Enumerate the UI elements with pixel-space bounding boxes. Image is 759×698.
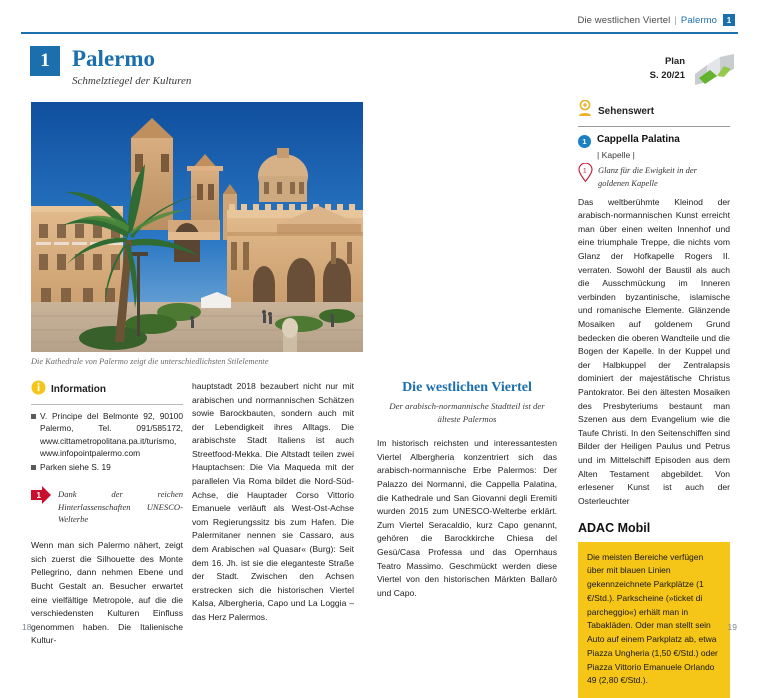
poi-entry[interactable] (578, 134, 730, 148)
unesco-tip-text: Dank der reichen Hinterlassenschaften UNESCO-Welterbe (58, 488, 183, 525)
list-item (31, 410, 183, 460)
running-header-place: Palermo (680, 14, 717, 26)
sight-pin-icon (578, 100, 592, 122)
page-number-right: 19 (727, 622, 737, 632)
left-column (31, 380, 183, 648)
section-column (377, 380, 557, 600)
header-rule (21, 32, 738, 34)
sights-title: Sehenswert (598, 105, 655, 117)
section-body-text: Im historisch reichsten und interessantesten Viertel Albergheria konzentriert sich das arabisch-normannische Erbe Palermos: Der Palazzo dei Normanni, die Cappella Palatina, die Kathedrale und San Giovanni degli Eremiti wurden 2015 zum UNESCO-Welterbe erklärt. Zum Viertel Seracaldio, kurz Capo genannt, gehören die Barockkirche Chiesa del Gesù/Casa Professa und das Opernhaus Teatro Massimo. Geschmückt werden diese Viertel von den historischen Märkten Ballarò und Capo. (377, 438, 557, 598)
poi-category: | Kapelle | (597, 150, 635, 160)
running-header (577, 14, 735, 26)
body-text-left: Wenn man sich Palermo nähert, zeigt sich zuerst die Silhouette des Monte Pellegrino, dann nehmen Ebene und Bucht Gestalt an. Besucher erwartet eine vielfältige Metropole, auf die die verschiedensten Kulturen Einfluss genommen haben. Die Italienische Kultur- (31, 540, 183, 646)
info-circle-icon (31, 380, 46, 400)
sidebar-body-text: Das weltberühmte Kleinod der arabisch-normannischen Kunst erreicht man über einen weiten Innenhof und eine triumphale Treppe, die nichts vom Glanz der Hofkapelle Rogers II. verraten. Sowohl der Baustil als auch die Ausschmückung im Inneren verbinden byzantinische, islamische und romanische Elemente. Glänzende Mosaiken auf goldenem Grund bedecken die oberen Wandteile und die Bogen der Kapelle. In der Kuppel und der Halbkuppel der Zentralapsis dominiert der majestätische Christus Pantokrator. Bei den ältesten Mosaiken des Presbyteriums bestaunt man Szenen aus dem Evangelium wie die Taufe Christi. In den Seitenschiffen sind Bilder der Heiligen Paulus und Petrus und im Mittelschiff Episoden aus dem Alten Testament abgebildet. Von erlesener Kunst ist auch der Osterleuchter (578, 196, 730, 506)
running-header-separator: | (674, 14, 677, 26)
poi-tagline: Glanz für die Ewigkeit in der goldenen Kapelle (598, 165, 697, 188)
running-header-chip: 1 (723, 14, 735, 26)
page-number-left: 18 (22, 622, 32, 632)
bullet-square-icon (31, 414, 36, 419)
running-header-section: Die westlichen Viertel (577, 14, 671, 26)
adac-mobil-box: Die meisten Bereiche verfügen über mit blauen Linien gekennzeichnete Parkplätze (1 €/Std.). Parkscheine (»ticket di parcheggio«) erhält man in Tabakläden. Oder man stellt sein Auto auf einem Parkplatz ab, etwa Piazza Ungheria (1,50 €/Std.) oder Piazza Vittorio Emanuele Orlando 49 (2,80 €/Std.). (578, 542, 730, 698)
plan-label: Plan (664, 56, 685, 68)
page-subtitle: Schmelztiegel der Kulturen (72, 75, 192, 87)
folded-map-icon (693, 52, 737, 86)
poi-number-badge: 1 (578, 135, 591, 148)
red-arrow-marker-icon (31, 486, 51, 508)
information-box (31, 380, 183, 474)
adac-mobil-heading: ADAC Mobil (578, 520, 651, 535)
sights-header (578, 100, 730, 122)
poi-tagline-row (578, 163, 730, 190)
body-text-middle: hauptstadt 2018 bezaubert nicht nur mit arabischen und normannischen Schätzen sowie Barockbauten, sondern auch mit der Lebendigkeit ihres Alltags. Die arabischste Stadt Italiens ist auch Streetfood-Mekka. Die Altstadt teilen zwei Hauptachsen: Die Via Maqueda mit der parallelen Via Roma bildet die Nord-Süd-Achse, die Hauptader Corso Vittorio Emanuele verläuft als West-Ost-Achse vom Regierungssitz bis zum Hafen. Die Palermitaner nennen sie Cassaro, aus dem Arabischen »al Quasar« (Burg): Seit dem 16. Jh. ist sie die eleganteste Straße der Stadt. Zwischen den Achsen erstrecken sich die historischen Viertel Kalsa, Albergheria, Capo und La Loggia – das Herz Palermos. (192, 381, 354, 622)
section-heading: Die westlichen Viertel (402, 380, 532, 395)
chapter-number-box: 1 (30, 46, 60, 76)
photo-caption: Die Kathedrale von Palermo zeigt die unterschiedlichsten Stilelemente (31, 357, 269, 366)
unesco-tip (31, 486, 183, 527)
sights-divider (578, 126, 730, 127)
page-title-block (30, 46, 191, 87)
svg-text:1: 1 (36, 490, 41, 500)
information-address: V. Principe del Belmonte 92, 90100 Palermo, Tel. 091/585172, www.cittametropolitana.pa.it/turismo, www.infopointpalermo.com (40, 410, 183, 459)
plan-reference (650, 52, 737, 86)
information-parking: Parken siehe S. 19 (40, 462, 111, 473)
bullet-square-icon (31, 465, 36, 470)
sights-sidebar (578, 100, 730, 698)
section-subtitle: Der arabisch-normannische Stadtteil ist der älteste Palermos (389, 400, 545, 424)
plan-pages: S. 20/21 (649, 70, 685, 81)
information-title: Information (51, 383, 106, 395)
list-item (31, 461, 183, 474)
poi-name: Cappella Palatina (597, 134, 680, 145)
information-divider (31, 404, 183, 405)
page-title: Palermo (72, 46, 156, 71)
hero-photo (31, 102, 363, 352)
svg-text:1: 1 (583, 167, 587, 175)
middle-column (192, 380, 354, 624)
map-pin-outline-icon (578, 163, 593, 182)
